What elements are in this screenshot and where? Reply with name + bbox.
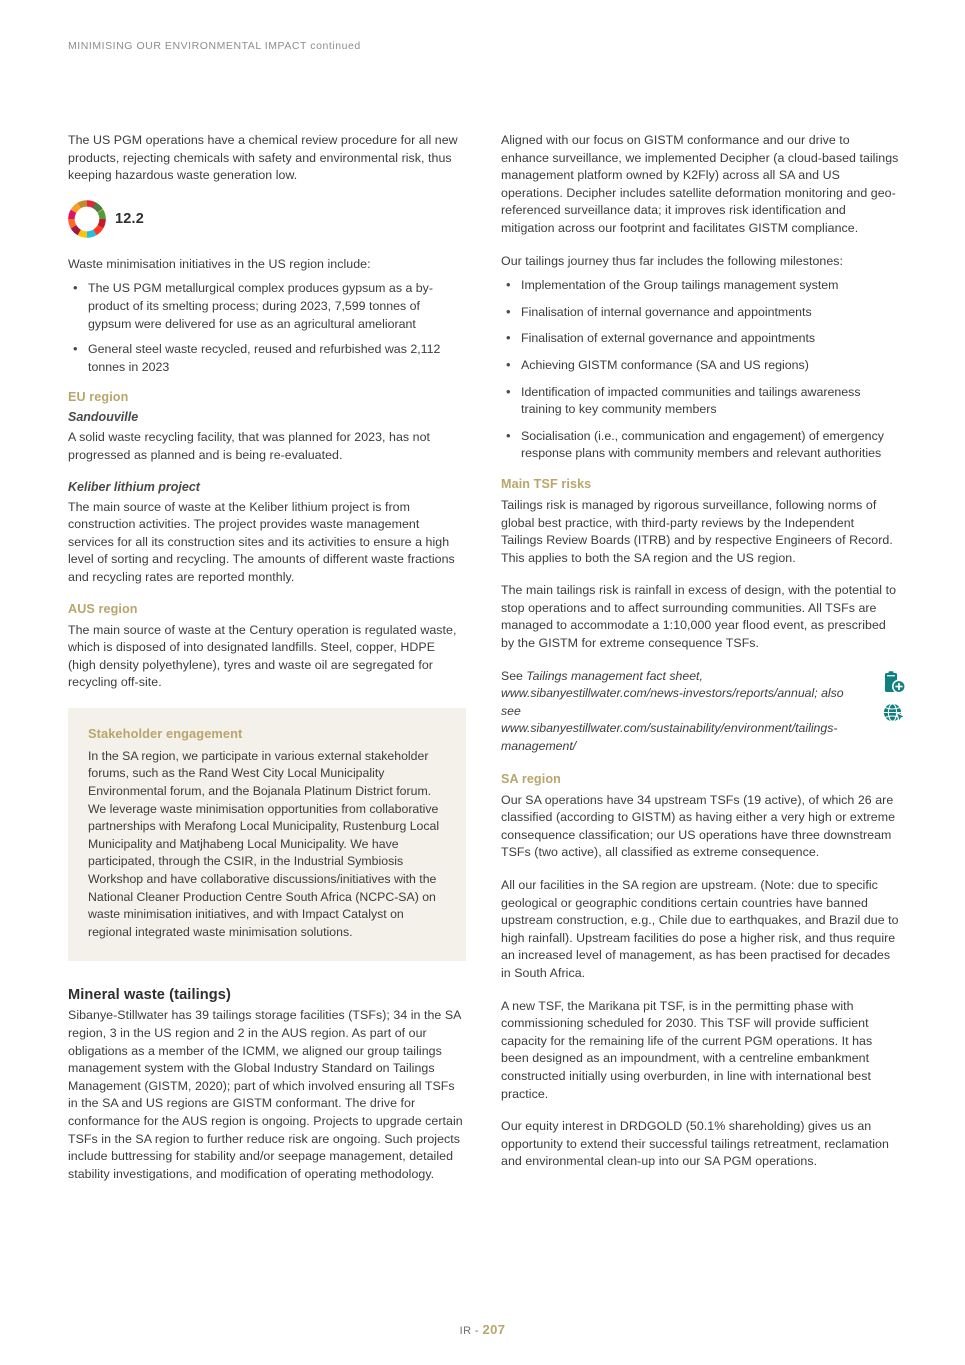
intro-paragraph: The US PGM operations have a chemical review procedure for all new products, rejecting chemicals with safety and environmental risk, thus keeping hazardous waste generation low. (68, 133, 458, 183)
list-item: • Socialisation (i.e., communication and engagement) of emergency response plans with community members and relevant authorities (501, 428, 899, 463)
running-head-continued: continued (310, 40, 361, 52)
left-column (68, 132, 466, 1198)
mineral-waste-paragraph: Sibanye-Stillwater has 39 tailings storage facilities (TSFs); 34 in the SA region, 3 in the US region and 2 in the AUS region. As part of our obligations as a member of the ICMM, we aligned our group tailings management system with the Global Industry Standard on Tailings Management (GISTM, 2020); part of which involved ensuring all TSFs in the SA and US regions are GISTM conformant. The drive for conformance for the AUS region is ongoing. Projects to upgrade certain TSFs in the SA region to further reduce risk are ongoing. Such projects include buttressing for stability and/or seepage management, detailed stability investigations, and modification of operating methodology. (68, 1008, 463, 1181)
list-item: • Implementation of the Group tailings management system (501, 277, 899, 295)
list-item: • Finalisation of external governance and appointments (501, 330, 899, 348)
milestones-list (501, 277, 899, 463)
main-tsf-risks-paragraph-2: The main tailings risk is rainfall in excess of design, with the potential to stop operations and to affect surrounding communities. All TSFs are managed to accommodate a 1:10,000 year flood event, as prescribed by the GISTM for extreme consequence TSFs. (501, 583, 897, 651)
keliber-paragraph: The main source of waste at the Keliber lithium project is from construction activities. The project provides waste management services for all its construction sites and its activities to ensure a high level of sorting and recycling. The amounts of different waste fractions and recycling rates are reported monthly. (68, 499, 455, 584)
sa-region-paragraph-3: A new TSF, the Marikana pit TSF, is in the permitting phase with commissioning scheduled for 2030. This TSF will provide sufficient capacity for the remaining life of the current PGM operations. It has been designed as an impoundment, with a centreline embankment constructed initially using overburden, in line with international best practice. (501, 998, 873, 1101)
right-column (501, 132, 899, 1198)
reference-icon-group (881, 670, 907, 726)
list-item: • General steel waste recycled, reused and refurbished was 2,112 tonnes in 2023 (68, 341, 466, 376)
sdg-number: 12.2 (115, 210, 145, 227)
page-footer (0, 1322, 965, 1337)
sa-region-heading: SA region (501, 771, 561, 786)
globe-web-link-icon[interactable] (881, 700, 907, 726)
sa-region-paragraph-2: All our facilities in the SA region are upstream. (Note: due to specific geological or geographic conditions certain countries have banned upstream construction, e.g., Chile due to earthquakes, and Brazil due to high rainfall). Upstream facilities do pose a higher risk, and thus require an increased level of management, as has been practised for decades in South Africa. (501, 878, 899, 980)
stakeholder-engagement-callout (68, 708, 466, 962)
reference-text (501, 668, 855, 756)
keliber-subheading: Keliber lithium project (68, 479, 200, 494)
footer-page-number: 207 (482, 1322, 506, 1337)
footer-prefix: IR - (459, 1325, 483, 1337)
running-head (68, 40, 361, 52)
sdg-badge (68, 200, 466, 238)
milestones-lead: Our tailings journey thus far includes the following milestones: (501, 253, 844, 268)
us-initiatives-lead: Waste minimisation initiatives in the US region include: (68, 256, 371, 271)
list-item: • Finalisation of internal governance and appointments (501, 304, 899, 322)
sdg-wheel-icon (68, 200, 106, 238)
reference-lead: See (501, 668, 527, 683)
reference-citation: Tailings management fact sheet, www.sibanyestillwater.com/news-investors/reports/annual; also see www.sibanyestillwater.com/sustainability/environment/tailings-management/ (501, 668, 844, 754)
callout-body: In the SA region, we participate in various external stakeholder forums, such as the Rand West City Local Municipality Environmental forum, and the Bojanala Platinum District forum. We leverage waste minimisation opportunities from collaborative partnerships with Merafong Local Municipality, Rustenburg Local Municipality and Matjhabeng Local Municipality. We have participated, through the CSIR, in the Industrial Symbiosis Workshop and have collaborative discussions/initiatives with the National Cleaner Production Centre South Africa (NCPC-SA) on waste minimisation initiatives, and with Impact Catalyst on regional integrated waste minimisation solutions. (88, 748, 440, 939)
sa-region-paragraph-4: Our equity interest in DRDGOLD (50.1% shareholding) gives us an opportunity to extend their successful tailings retreatment, reclamation and environmental clean-up into our SA PGM operations. (501, 1119, 889, 1169)
aus-region-paragraph: The main source of waste at the Century operation is regulated waste, which is disposed of into designated landfills. Steel, copper, HDPE (high density polyethylene), tyres and waste oil are segregated for recycling off-site. (68, 622, 457, 690)
mineral-waste-heading: Mineral waste (tailings) (68, 987, 231, 1004)
reference-block (501, 668, 899, 756)
main-tsf-risks-heading: Main TSF risks (501, 476, 592, 491)
sandouville-paragraph: A solid waste recycling facility, that was planned for 2023, has not progressed as planned and is being re-evaluated. (68, 430, 431, 462)
list-item: • Identification of impacted communities and tailings awareness training to key community members (501, 384, 899, 419)
sandouville-subheading: Sandouville (68, 410, 139, 425)
eu-region-heading: EU region (68, 390, 129, 405)
two-column-body (68, 132, 900, 1198)
report-document-icon[interactable] (881, 670, 907, 696)
aus-region-heading: AUS region (68, 601, 138, 616)
sa-region-paragraph-1: Our SA operations have 34 upstream TSFs (19 active), of which 26 are classified (according to GISTM) as having either a very high or extreme consequence classification; our US operations have three downstream TSFs (two active), all classified as extreme consequence. (501, 792, 896, 860)
list-item: • Achieving GISTM conformance (SA and US regions) (501, 357, 899, 375)
running-head-title: MINIMISING OUR ENVIRONMENTAL IMPACT (68, 40, 307, 52)
decipher-paragraph: Aligned with our focus on GISTM conformance and our drive to enhance surveillance, we implemented Decipher (a cloud-based tailings management platform owned by K2Fly) across all SA and US operations. Decipher includes satellite deformation monitoring and geo-referenced surveillance data; it improves risk identification and mitigation across our footprint and facilitates GISTM compliance. (501, 133, 899, 235)
main-tsf-risks-paragraph-1: Tailings risk is managed by rigorous surveillance, following norms of global best practice, with third-party reviews by the Independent Tailings Review Boards (ITRB) and by respective Engineers of Record. This applies to both the SA region and the US region. (501, 497, 893, 565)
callout-title: Stakeholder engagement (88, 725, 243, 741)
us-initiatives-list (68, 280, 466, 376)
list-item: • The US PGM metallurgical complex produces gypsum as a by-product of its smelting process; during 2023, 7,599 tonnes of gypsum were delivered for use as an agricultural ameliorant (68, 280, 466, 333)
